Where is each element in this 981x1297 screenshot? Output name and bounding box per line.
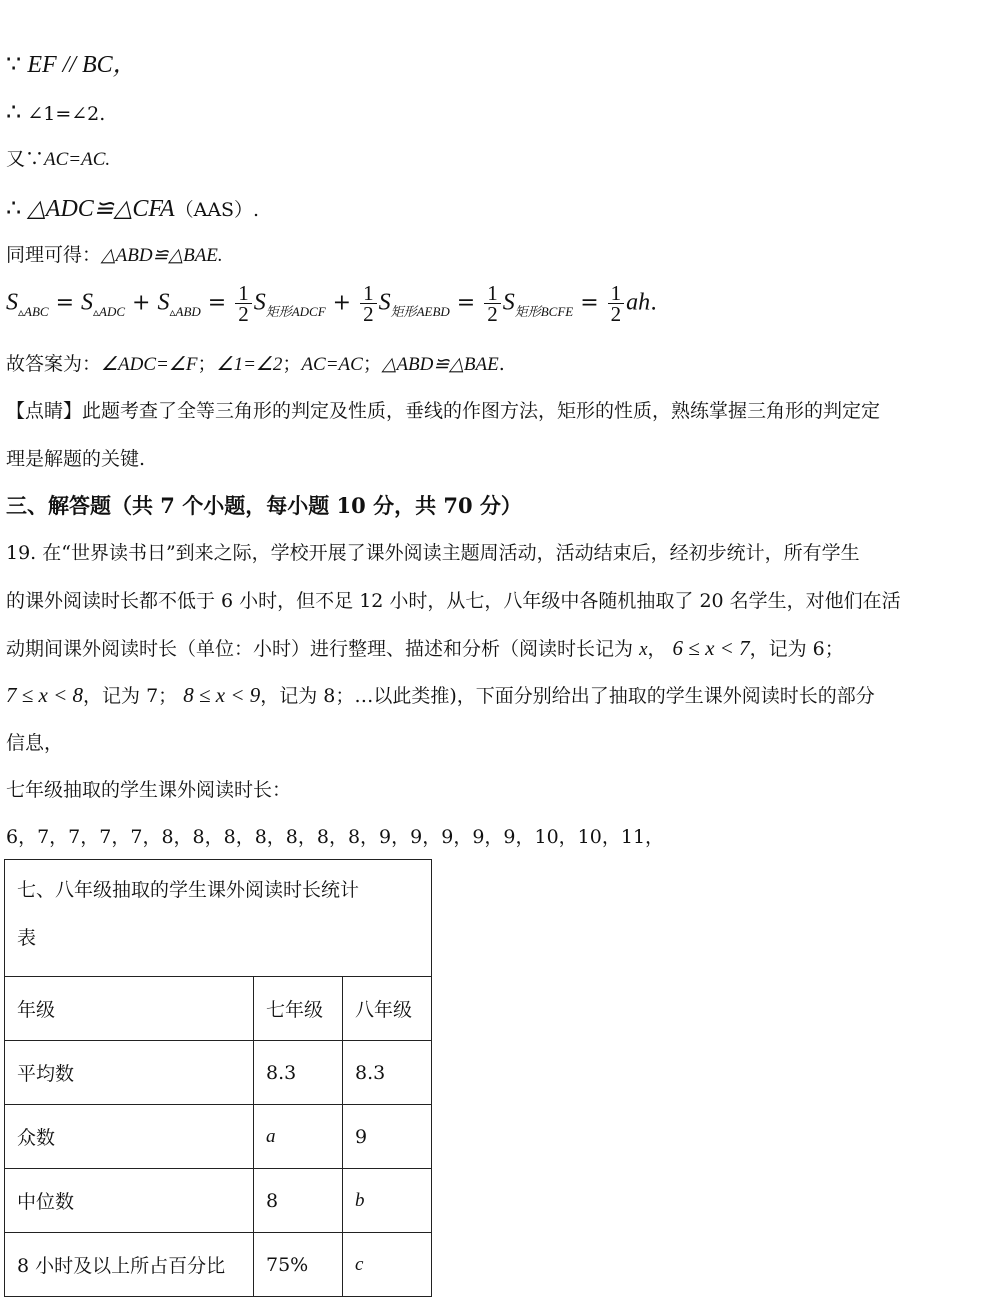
inequality: 8 ≤ x < 9 [183, 683, 261, 707]
grade7-data-values: 6，7，7，7，7，8，8，8，8，8，8，8，9，9，9，9，9，10，10，11， [6, 826, 665, 848]
congruence-statement: △ADC≌△CFA [27, 196, 175, 222]
table-row [5, 1233, 432, 1297]
proof-line-1 [6, 52, 137, 78]
proof-line-3 [6, 147, 110, 172]
formula-subscript: ADC [99, 303, 126, 319]
proof-text: ∠1=∠2. [27, 103, 106, 125]
comment-line-1: 【点睛】此题考查了全等三角形的判定及性质，垂线的作图方法，矩形的性质，熟练掌握三角形的判定定 [6, 400, 881, 422]
table-cell: a [254, 1105, 343, 1169]
inequality: 6 ≤ x < 7 [672, 636, 750, 660]
table-cell: 中位数 [5, 1169, 254, 1233]
table-cell: c [343, 1233, 432, 1297]
table-header-cell: 年级 [5, 977, 254, 1041]
question-line-3: 动期间课外阅读时长（单位：小时）进行整理、描述和分析（阅读时长记为 x， 6 ≤ x < 7，记为 6； [6, 636, 844, 660]
proof-text: △ABD≌△BAE. [101, 245, 223, 266]
question-line-6: 七年级抽取的学生课外阅读时长： [6, 779, 292, 801]
question-line-2: 的课外阅读时长都不低于 6 小时，但不足 12 小时，从七，八年级中各随机抽取了 20 名学生，对他们在活 [6, 590, 901, 612]
proof-text: AC=AC. [44, 149, 111, 170]
fraction-half: $\frac{1}{2}$ [608, 283, 625, 324]
table-cell: 9 [343, 1105, 432, 1169]
table-cell: 8 [254, 1169, 343, 1233]
answer-line: 故答案为：∠ADC=∠F；∠1=∠2；AC=AC；△ABD≌△BAE. [6, 353, 505, 375]
proof-text: EF // BC， [27, 52, 137, 78]
proof-prefix: 同理可得： [6, 244, 102, 266]
therefore-symbol: ∴ [6, 194, 22, 222]
table-cell: 8.3 [254, 1041, 343, 1105]
table-cell: 平均数 [5, 1041, 254, 1105]
proof-line-2 [6, 100, 105, 126]
question-line-1: 19. 在“世界读书日”到来之际，学校开展了课外阅读主题周活动，活动结束后，经初步统计，所有学生 [6, 542, 860, 564]
formula-subscript: ABC [24, 303, 49, 319]
table-cell: 75% [254, 1233, 343, 1297]
area-formula: $S_{▵ABC} = S_{▵ADC} + S_{▵ABD}$ = $\frac{1}{2}$ $S_{矩形ADCF}$ + $\frac{1}{2}$ $S_{矩形AEBD}$ = $\frac{1}{2}$ $S_{矩形BCFE}$ = $\frac{1}{2}$ ah. [6, 281, 658, 326]
question-line-5: 信息， [6, 732, 64, 754]
table-row [5, 1041, 432, 1105]
because-symbol: ∵ [6, 50, 22, 78]
formula-subscript: 矩形BCFE [514, 303, 574, 319]
proof-line-4 [6, 196, 259, 222]
table-row [5, 1105, 432, 1169]
table-cell: b [343, 1169, 432, 1233]
formula-subscript: 矩形ADCF [265, 303, 326, 319]
statistics-table [4, 859, 432, 1297]
fraction-half: $\frac{1}{2}$ [360, 283, 377, 324]
inequality: 7 ≤ x < 8 [6, 683, 84, 707]
section-heading: 三、解答题（共 7 个小题，每小题 10 分，共 70 分） [6, 493, 522, 518]
comment-line-2: 理是解题的关键. [6, 448, 146, 470]
proof-line-5 [6, 243, 223, 268]
table-row [5, 1169, 432, 1233]
formula-subscript: ABD [175, 303, 201, 319]
table-cell: 8 小时及以上所占百分比 [5, 1233, 254, 1297]
fraction-half: $\frac{1}{2}$ [235, 283, 252, 324]
congruence-reason: （AAS）. [174, 199, 260, 221]
table-cell: 众数 [5, 1105, 254, 1169]
table-header-row [5, 977, 432, 1041]
therefore-symbol: ∴ [6, 98, 22, 126]
table-header-cell: 七年级 [254, 977, 343, 1041]
also-because-symbol: 又∵ [6, 148, 45, 170]
question-line-4: 7 ≤ x < 8，记为 7； 8 ≤ x < 9，记为 8；…以此类推)，下面分别给出了抽取的学生课外阅读时长的部分 [6, 683, 875, 707]
formula-tail: ah [626, 289, 651, 316]
formula-subscript: 矩形AEBD [390, 303, 450, 319]
formula-s: S [6, 289, 18, 316]
fraction-half: $\frac{1}{2}$ [484, 283, 501, 324]
table-title: 七、八年级抽取的学生课外阅读时长统计 表 [5, 860, 432, 977]
table-cell: 8.3 [343, 1041, 432, 1105]
table-header-cell: 八年级 [343, 977, 432, 1041]
